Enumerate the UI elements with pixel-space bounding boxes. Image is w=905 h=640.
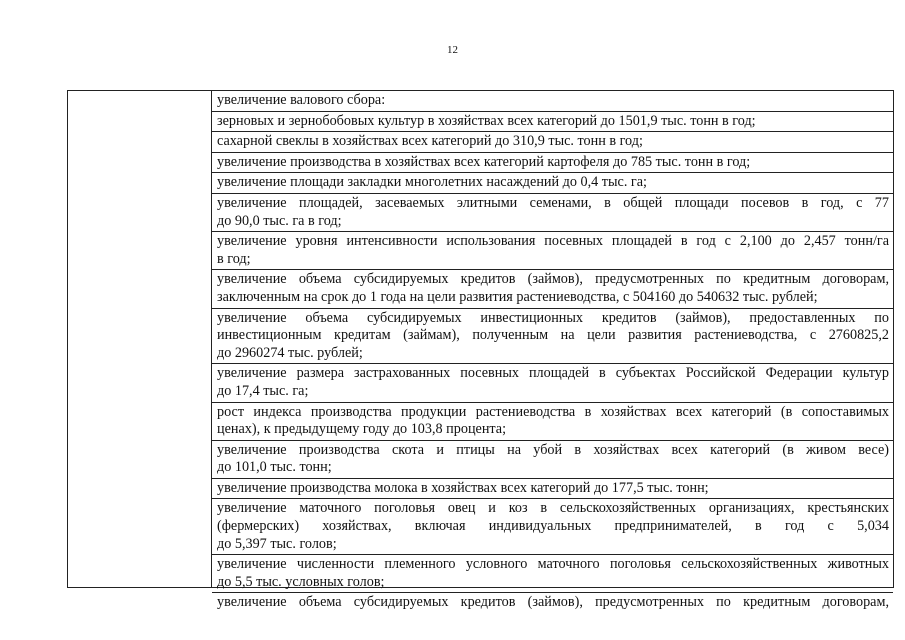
- indicator-entry: [212, 232, 893, 270]
- indicator-text-line: увеличение производства молока в хозяйствах всех категорий до 177,5 тыс. тонн;: [217, 479, 709, 496]
- indicator-text-line: ценах), к предыдущему году до 103,8 процента;: [217, 421, 507, 438]
- indicator-text-line: заключенным на срок до 1 года на цели развития растениеводства, с 504160 до 540632 тыс. рублей;: [217, 288, 818, 305]
- page-number: 12: [447, 44, 458, 56]
- indicator-text-line: до 5,5 тыс. условных голов;: [217, 573, 385, 590]
- indicator-entry: [212, 112, 893, 133]
- indicator-entry: [212, 555, 893, 593]
- indicator-text-line: рост индекса производства продукции растениеводства в хозяйствах всех категорий (в сопоставимых: [217, 403, 889, 420]
- indicator-text-line: увеличение валового сбора:: [217, 92, 386, 108]
- indicator-text-line: (фермерских) хозяйствах, включая индивидуальных предпринимателей, в год с 5,034: [217, 518, 889, 535]
- indicator-entry: [212, 479, 893, 500]
- indicator-text-line: увеличение производства скота и птицы на убой в хозяйствах всех категорий (в живом весе): [217, 441, 889, 458]
- indicator-entry: [212, 593, 893, 613]
- indicator-entry: [212, 153, 893, 174]
- indicator-text-line: до 90,0 тыс. га в год;: [217, 212, 342, 229]
- indicator-text-line: увеличение численности племенного условного маточного поголовья сельскохозяйственных животных: [217, 556, 889, 573]
- indicator-text-line: увеличение уровня интенсивности использования посевных площадей в год с 2,100 до 2,457 тонн/га: [217, 233, 889, 250]
- indicator-entry: [212, 403, 893, 441]
- indicators-table: [67, 90, 894, 611]
- indicator-entry: [212, 364, 893, 402]
- indicator-entry: [212, 309, 893, 365]
- indicator-entry: [212, 441, 893, 479]
- indicator-text-line: увеличение объема субсидируемых инвестиционных кредитов (займов), предоставленных по: [217, 309, 889, 326]
- indicator-text-line: до 101,0 тыс. тонн;: [217, 459, 332, 476]
- indicator-text-line: увеличение объема субсидируемых кредитов (займов), предусмотренных по кредитным договорам,: [217, 594, 889, 611]
- indicator-text-line: в год;: [217, 250, 251, 267]
- indicator-text-line: увеличение размера застрахованных посевных площадей в субъектах Российской Федерации культур: [217, 365, 889, 382]
- indicator-text-line: увеличение производства в хозяйствах всех категорий картофеля до 785 тыс. тонн в год;: [217, 153, 751, 170]
- indicator-entry: [212, 173, 893, 194]
- indicator-entry: [212, 91, 893, 112]
- indicator-entry: [212, 499, 893, 555]
- indicator-entry: [212, 194, 893, 232]
- indicator-entry: [212, 132, 893, 153]
- indicator-text-line: увеличение площади закладки многолетних насаждений до 0,4 тыс. га;: [217, 174, 647, 191]
- indicator-text-line: до 2960274 тыс. рублей;: [217, 344, 363, 361]
- indicator-text-line: увеличение площадей, засеваемых элитными семенами, в общей площади посевов в год, с 77: [217, 194, 889, 211]
- indicator-text-line: до 5,397 тыс. голов;: [217, 535, 337, 552]
- indicator-entry: [212, 270, 893, 308]
- indicator-text-line: инвестиционным кредитам (займам), полученным на цели развития растениеводства, с 2760825,2: [217, 327, 889, 344]
- table-left-cell: [68, 91, 212, 587]
- indicator-text-line: увеличение объема субсидируемых кредитов (займов), предусмотренных по кредитным договорам,: [217, 271, 889, 288]
- indicator-text-line: сахарной свеклы в хозяйствах всех категорий до 310,9 тыс. тонн в год;: [217, 133, 643, 150]
- table-right-cell: [212, 91, 893, 611]
- indicator-text-line: увеличение маточного поголовья овец и коз в сельскохозяйственных организациях, крестьянских: [217, 500, 889, 517]
- indicator-text-line: зерновых и зернобобовых культур в хозяйствах всех категорий до 1501,9 тыс. тонн в год;: [217, 112, 756, 129]
- indicator-text-line: до 17,4 тыс. га;: [217, 382, 309, 399]
